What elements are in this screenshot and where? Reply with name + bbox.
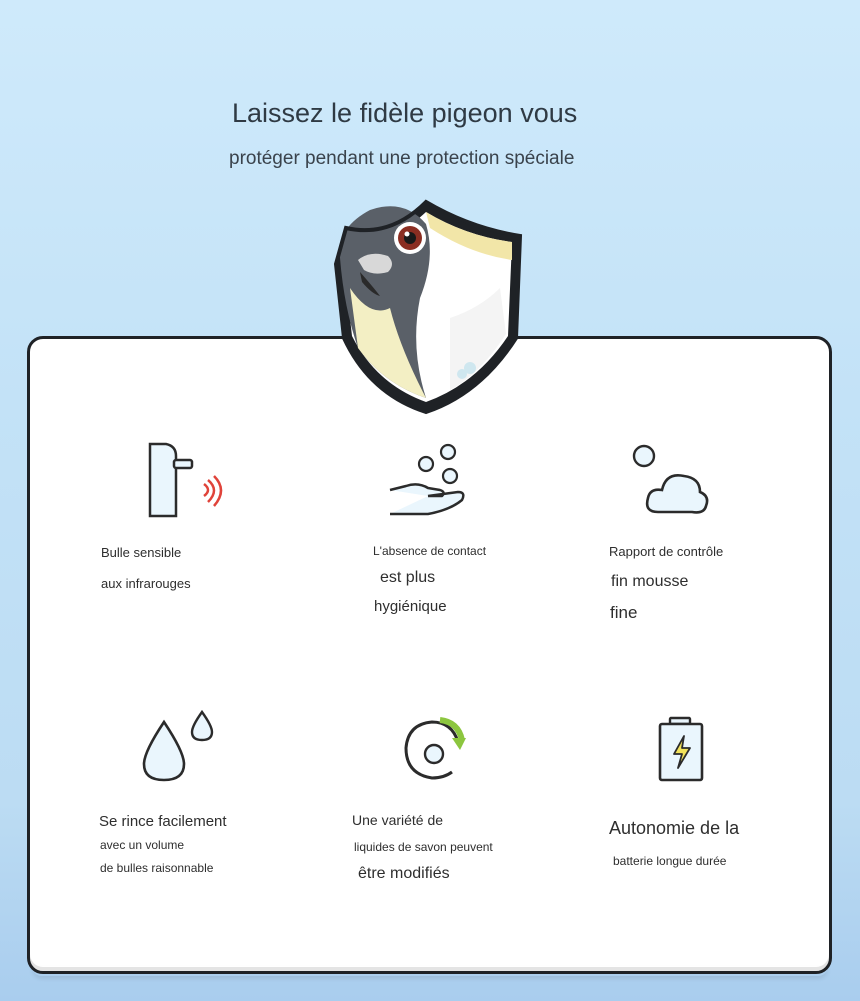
card-shadow	[32, 966, 828, 976]
feature-1-line-1: Bulle sensible	[101, 545, 182, 560]
feature-4-line-2: avec un volume	[100, 838, 185, 852]
feature-4-line-3: de bulles raisonnable	[100, 861, 214, 875]
hand-bubbles-icon	[388, 440, 470, 520]
foam-bubbles-icon	[630, 440, 714, 520]
refill-cycle-icon	[400, 714, 472, 786]
feature-5-line-1: Une variété de	[352, 812, 444, 828]
battery-icon	[656, 716, 706, 784]
feature-2-line-3: hygiénique	[374, 598, 447, 615]
headline: Laissez le fidèle pigeon vous	[232, 98, 578, 128]
feature-3-line-2: fin mousse	[611, 573, 689, 590]
water-drops-icon	[138, 708, 220, 784]
feature-4-line-1: Se rince facilement	[99, 813, 227, 830]
feature-2-line-1: L'absence de contact	[373, 544, 487, 558]
feature-3-line-3: fine	[610, 603, 638, 622]
feature-6-line-1: Autonomie de la	[609, 818, 740, 838]
feature-6-line-2: batterie longue durée	[613, 854, 727, 868]
feature-5-line-2: liquides de savon peuvent	[354, 840, 493, 854]
feature-1-line-2: aux infrarouges	[101, 576, 191, 591]
subheadline: protéger pendant une protection spéciale	[229, 148, 575, 169]
feature-5-line-3: être modifiés	[358, 865, 450, 882]
feature-2-line-2: est plus	[380, 569, 436, 586]
feature-3-line-1: Rapport de contrôle	[609, 544, 724, 559]
infrared-sensor-icon	[146, 440, 232, 518]
pigeon-shield-icon	[330, 198, 526, 416]
